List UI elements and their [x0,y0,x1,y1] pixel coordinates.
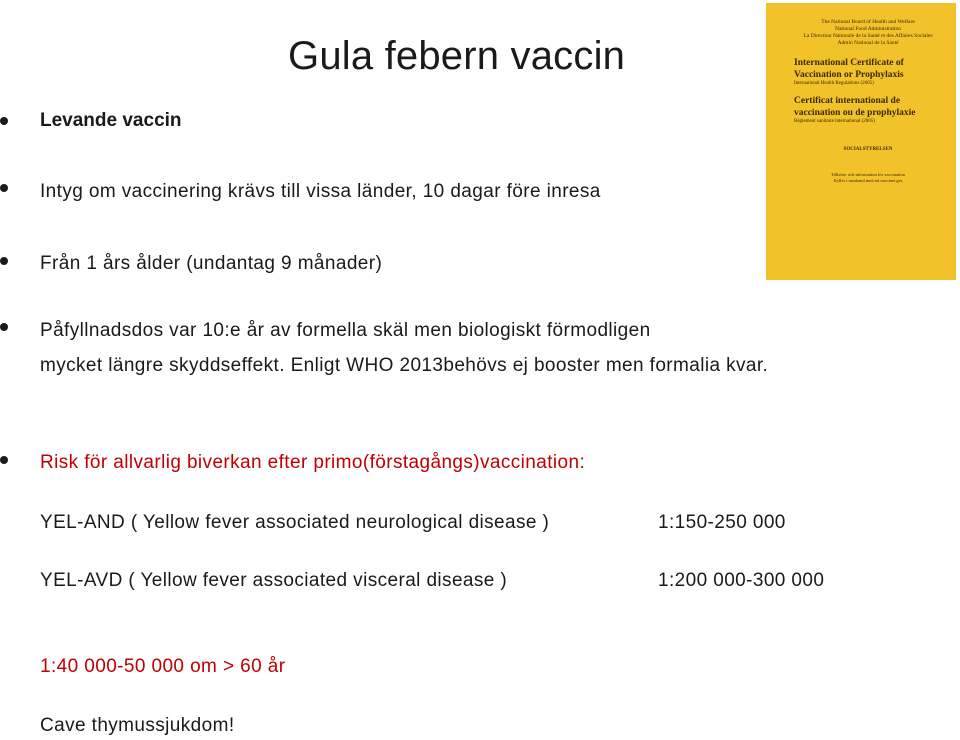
certificate-header [794,19,942,47]
certificate-header-line: Admin National de la Santé [837,40,899,46]
certificate-image [766,3,956,280]
risk-label-yel-and: YEL-AND ( Yellow fever associated neurological disease ) [40,512,550,533]
certificate-footer-line: Tillhörer och information för vaccination [830,172,906,177]
bullet-dot [0,323,8,331]
bullet-text: Intyg om vaccinering krävs till vissa länder, 10 dagar före inresa [40,181,601,202]
certificate-header-line: National Food Administration [835,26,901,32]
certificate-subtitle-en: International Health Regulations (2005) [794,81,874,86]
risk-label-yel-avd: YEL-AVD ( Yellow fever associated visceral disease ) [40,570,508,591]
certificate-number: SOCIALSTYRELSEN [843,147,893,152]
slide-title: Gula febern vaccin [288,34,626,78]
certificate-subtitle-fr: Règlement sanitaire international (2005) [794,119,875,124]
bullet-dot [0,184,8,192]
bullet-dot [0,257,8,265]
caution-note: Cave thymussjukdom! [40,715,235,736]
certificate-header-line: The National Board of Health and Welfare [821,19,915,25]
bullet-text-continued: mycket längre skyddseffekt. Enligt WHO 2013behövs ej booster men formalia kvar. [40,355,769,376]
certificate-footer-line: Ifylles i samband med att vaccinet ges [833,178,903,183]
certificate-header-line: La Direction Nationale de la Santé et des Affaires Sociales [803,33,933,39]
bullet-dot [0,117,8,125]
bullet-dot [0,456,8,464]
bullet-text: Levande vaccin [40,110,182,131]
bullet-text: Från 1 års ålder (undantag 9 månader) [40,253,383,274]
bullet-text-risk: Risk för allvarlig biverkan efter primo(förstagångs)vaccination: [40,452,586,473]
bullet-text: Påfyllnadsdos var 10:e år av formella skäl men biologiskt förmodligen [40,320,651,341]
certificate-title-en: International Certificate of Vaccination or Prophylaxis [794,58,904,80]
risk-value-yel-and: 1:150-250 000 [658,512,786,533]
certificate-footer [794,172,942,184]
risk-value-yel-avd: 1:200 000-300 000 [658,570,825,591]
certificate-title-fr: Certificat international de vaccination ou de prophylaxie [794,96,916,118]
risk-age: 1:40 000-50 000 om > 60 år [40,656,286,677]
